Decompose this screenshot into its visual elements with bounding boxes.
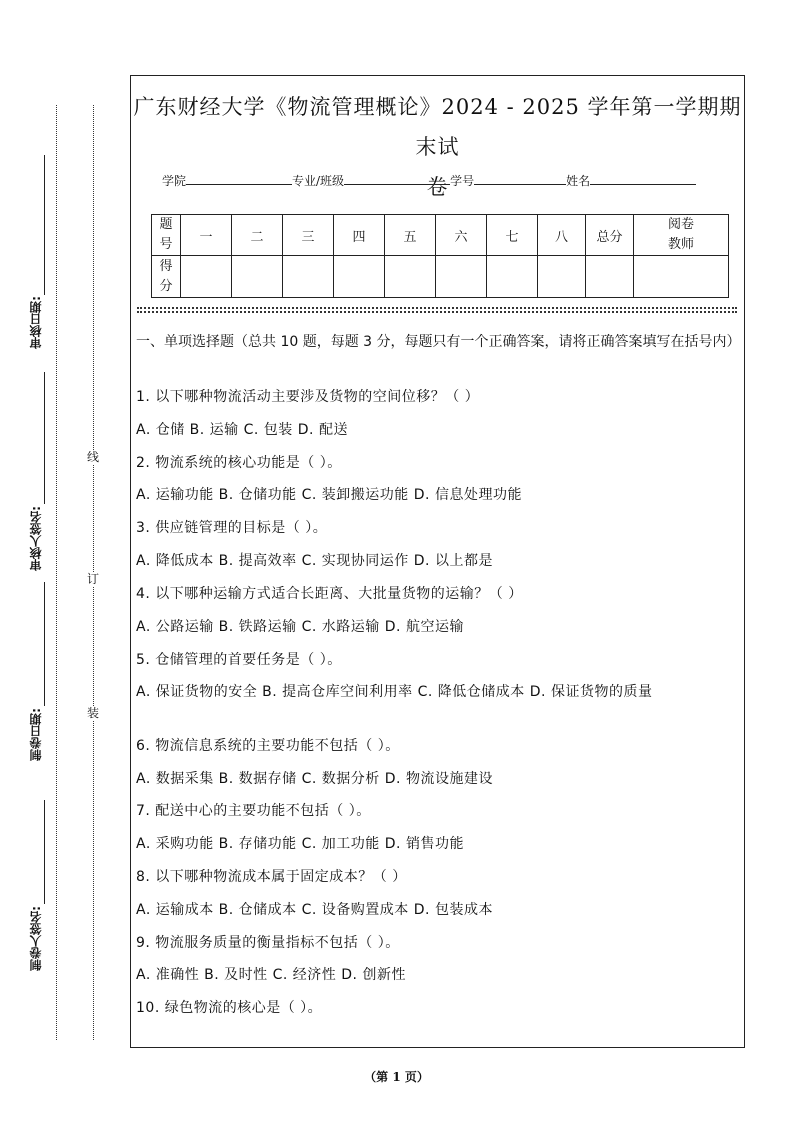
question-3-options: A. 降低成本 B. 提高效率 C. 实现协同运作 D. 以上都是 [136, 553, 493, 569]
score-col-4: 四 [334, 215, 385, 256]
question-4: 4. 以下哪种运输方式适合长距离、大批量货物的运输？（ ） [136, 586, 523, 602]
score-table [151, 214, 729, 298]
score-cell-7[interactable] [487, 256, 538, 298]
question-2: 2. 物流系统的核心功能是（ ）。 [136, 455, 342, 471]
binding-mark-order: 订 [86, 572, 99, 586]
score-col-8: 八 [538, 215, 586, 256]
binding-mark-line: 线 [86, 450, 99, 464]
student-info-row [162, 172, 696, 189]
score-cell-1[interactable] [181, 256, 232, 298]
score-cell-2[interactable] [232, 256, 283, 298]
question-5: 5. 仓储管理的首要任务是（ ）。 [136, 652, 342, 668]
score-col-7: 七 [487, 215, 538, 256]
page-number: （第 1 页） [364, 1070, 429, 1084]
question-1: 1. 以下哪种物流活动主要涉及货物的空间位移？（ ） [136, 389, 480, 405]
question-1-options: A. 仓储 B. 运输 C. 包装 D. 配送 [136, 422, 348, 438]
score-col-3: 三 [283, 215, 334, 256]
student-id-field[interactable] [474, 172, 566, 185]
score-cell-8[interactable] [538, 256, 586, 298]
exam-title-line2: 卷 [426, 175, 449, 199]
score-cell-3[interactable] [283, 256, 334, 298]
score-cell-4[interactable] [334, 256, 385, 298]
compiler-signature-blank[interactable] [44, 800, 45, 904]
question-3: 3. 供应链管理的目标是（ ）。 [136, 520, 328, 536]
compile-date-blank[interactable] [44, 582, 45, 706]
exam-title [130, 87, 745, 207]
score-table-head-grader: 阅卷 教师 [634, 215, 729, 256]
score-col-1: 一 [181, 215, 232, 256]
question-5-options: A. 保证货物的安全 B. 提高仓库空间利用率 C. 降低仓储成本 D. 保证货物的质量 [136, 684, 653, 700]
compiler-signature-label: 制卷人签名: [29, 906, 43, 971]
name-field[interactable] [590, 172, 696, 185]
score-col-5: 五 [385, 215, 436, 256]
score-cell-5[interactable] [385, 256, 436, 298]
reviewer-signature-label: 审核人签名: [29, 506, 43, 571]
question-7: 7. 配送中心的主要功能不包括（ ）。 [136, 803, 371, 819]
reviewer-signature-blank[interactable] [44, 372, 45, 504]
question-7-options: A. 采购功能 B. 存储功能 C. 加工功能 D. 销售功能 [136, 836, 464, 852]
review-date-label: 审核日期: [29, 296, 43, 349]
separator-dotted [137, 311, 737, 313]
name-label: 姓名 [566, 174, 591, 188]
question-9-options: A. 准确性 B. 及时性 C. 经济性 D. 创新性 [136, 967, 406, 983]
question-4-options: A. 公路运输 B. 铁路运输 C. 水路运输 D. 航空运输 [136, 619, 464, 635]
question-6: 6. 物流信息系统的主要功能不包括（ ）。 [136, 738, 400, 754]
question-8-options: A. 运输成本 B. 仓储成本 C. 设备购置成本 D. 包装成本 [136, 902, 493, 918]
student-id-label: 学号 [450, 174, 475, 188]
separator-dotted [137, 307, 737, 309]
score-col-6: 六 [436, 215, 487, 256]
score-table-head-question: 题 号 [152, 215, 181, 256]
score-cell-total[interactable] [586, 256, 634, 298]
college-label: 学院 [162, 174, 187, 188]
score-cell-6[interactable] [436, 256, 487, 298]
compile-date-label: 制卷日期: [29, 708, 43, 761]
binding-dotted-line-outer [56, 105, 57, 1040]
major-class-field[interactable] [344, 172, 450, 185]
score-cell-grader[interactable] [634, 256, 729, 298]
score-col-total: 总分 [586, 215, 634, 256]
question-2-options: A. 运输功能 B. 仓储功能 C. 装卸搬运功能 D. 信息处理功能 [136, 487, 522, 503]
exam-title-line1: 广东财经大学《物流管理概论》2024 - 2025 学年第一学期期末试 [133, 95, 742, 159]
college-field[interactable] [186, 172, 292, 185]
score-col-2: 二 [232, 215, 283, 256]
score-table-head-score: 得 分 [152, 256, 181, 298]
major-class-label: 专业/班级 [292, 174, 345, 188]
question-9: 9. 物流服务质量的衡量指标不包括（ ）。 [136, 935, 400, 951]
question-6-options: A. 数据采集 B. 数据存储 C. 数据分析 D. 物流设施建设 [136, 771, 493, 787]
binding-mark-bind: 装 [86, 706, 99, 720]
question-8: 8. 以下哪种物流成本属于固定成本？（ ） [136, 869, 407, 885]
review-date-blank[interactable] [44, 155, 45, 295]
section-heading: 一、单项选择题（总共 10 题，每题 3 分，每题只有一个正确答案，请将正确答案填写在括号内） [136, 334, 741, 350]
question-10: 10. 绿色物流的核心是（ ）。 [136, 1000, 323, 1016]
